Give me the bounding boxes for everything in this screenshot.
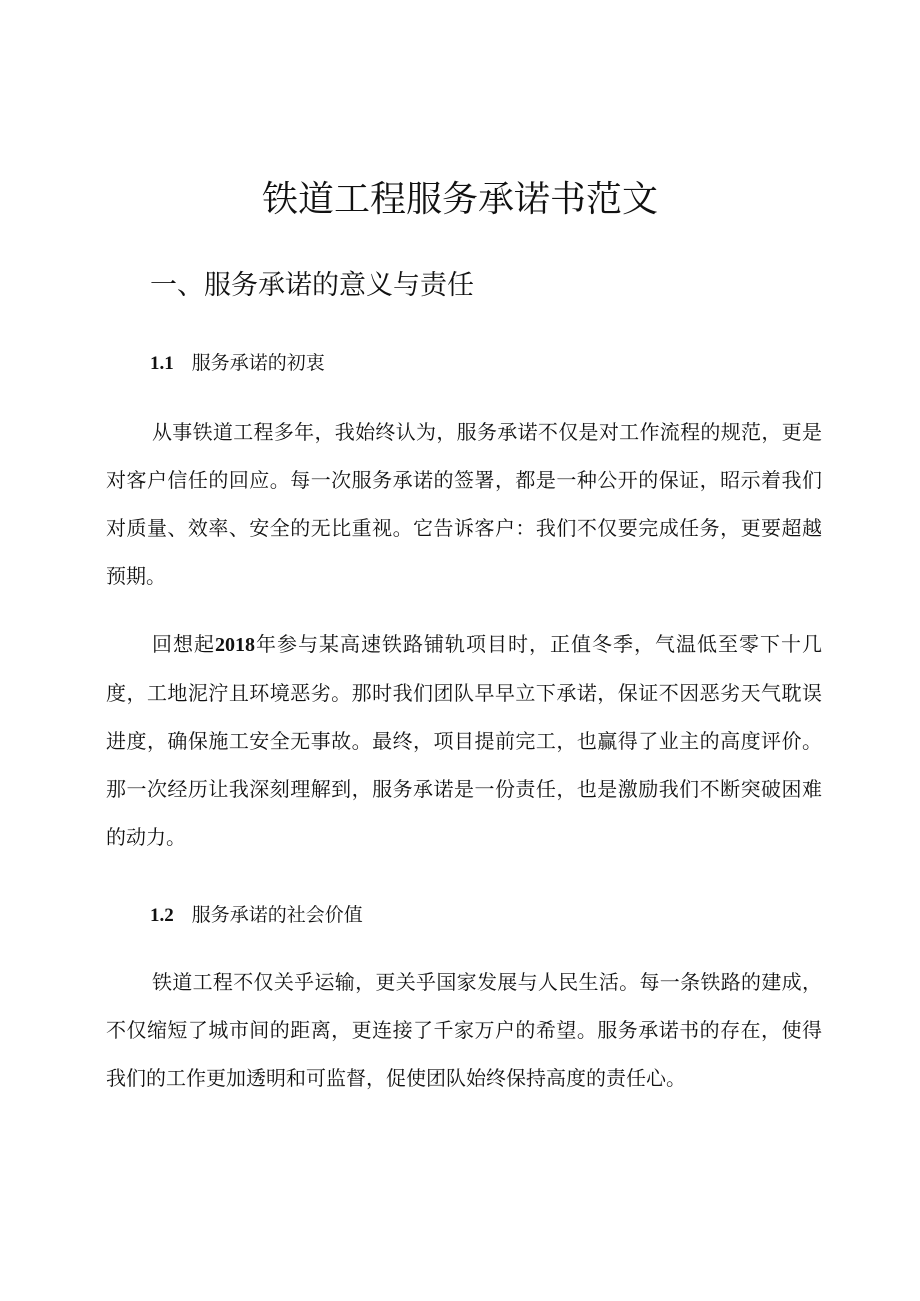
paragraph-1-2-a: 铁道工程不仅关乎运输，更关乎国家发展与人民生活。每一条铁路的建成，不仅缩短了城市间的距离，更连接了千家万户的希望。服务承诺书的存在，使得我们的工作更加透明和可监督，促使团队始终保持高度的责任心。: [106, 970, 822, 1090]
subsection-number: 1.2: [150, 905, 174, 926]
paragraph-text: 年参与某高速铁路铺轨项目时，正值冬季，气温低至零下十几度，工地泥泞且环境恶劣。那时我们团队早早立下承诺，保证不因恶劣天气耽误进度，确保施工安全无事故。最终，项目提前完工，也赢得了业主的高度评价。那一次经历让我深刻理解到，服务承诺是一份责任，也是激励我们不断突破困难的动力。: [106, 632, 822, 849]
subsection-number: 1.1: [150, 353, 174, 374]
paragraph-1-1-b: [106, 620, 822, 861]
subsection-title: 服务承诺的社会价值: [191, 904, 363, 926]
paragraph-1-1-a: 从事铁道工程多年，我始终认为，服务承诺不仅是对工作流程的规范，更是对客户信任的回应。每一次服务承诺的签署，都是一种公开的保证，昭示着我们对质量、效率、安全的无比重视。它告诉客户：我们不仅要完成任务，更要超越预期。: [106, 420, 822, 588]
paragraph-text: 回想起: [152, 632, 215, 656]
subsection-heading-1-1: [150, 348, 325, 379]
subsection-title: 服务承诺的初衷: [191, 352, 325, 374]
section-heading-1: 一、服务承诺的意义与责任: [150, 270, 474, 301]
year-text: 2018: [215, 634, 255, 656]
document-title: 铁道工程服务承诺书范文: [261, 179, 658, 220]
subsection-heading-1-2: [150, 900, 363, 931]
